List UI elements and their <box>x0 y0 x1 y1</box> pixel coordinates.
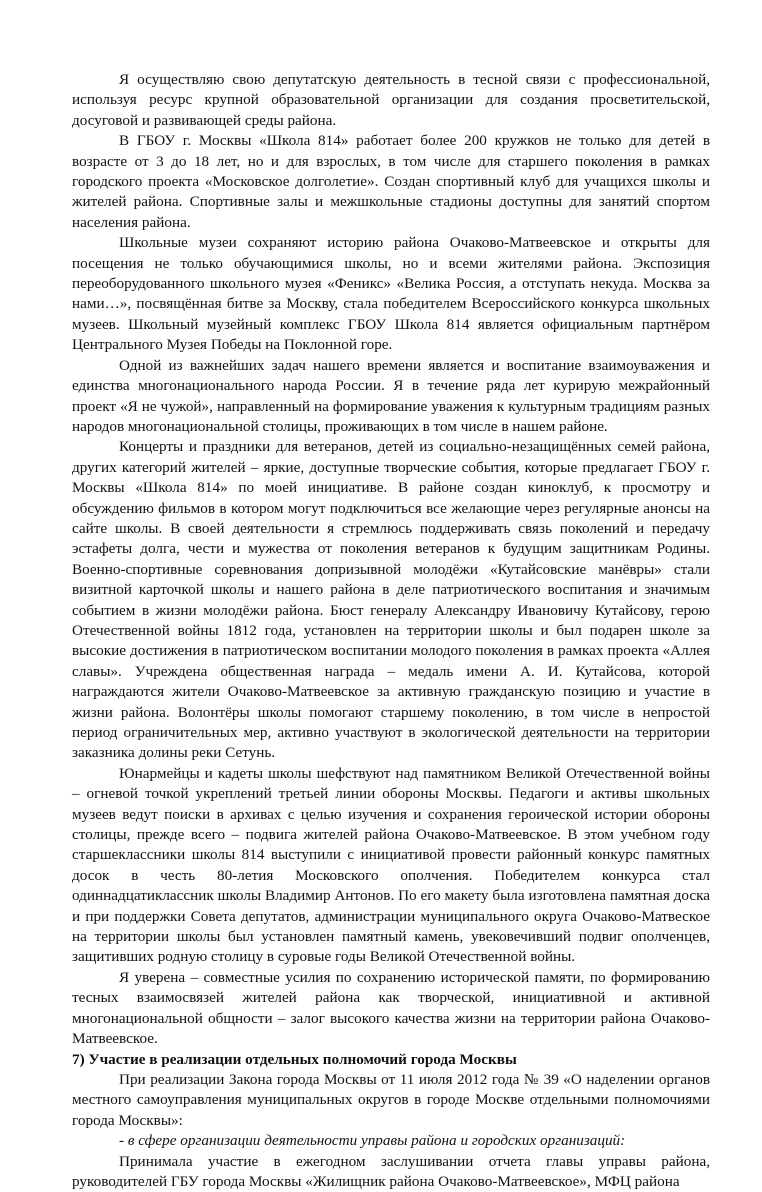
paragraph-concerts-events: Концерты и праздники для ветеранов, детей из социально-незащищённых семей района, других категорий жителей – яркие, доступные творческие события, которые предлагает ГБОУ г. Москвы «Школа 814» по моей инициативе. В районе создан киноклуб, к просмотру и обсуждению фильмов в котором могут подключиться все желающие через регулярные анонсы на сайте школы. В своей деятельности я стремлюсь поддерживать связь поколений и передачу эстафеты долга, чести и мужества от поколения ветеранов к будущим защитникам Родины. Военно-спортивные соревнования допризывной молодёжи «Кутайсовские манёвры» стали визитной карточкой школы и нашего района в деле патриотического воспитания и значимым событием в жизни молодёжи района. Бюст генералу Александру Ивановичу Кутайсову, герою Отечественной войны 1812 года, установлен на территории школы и был подарен школе за высокие достижения в патриотическом воспитании молодого поколения в рамках проекта «Аллея славы». Учреждена общественная награда – медаль имени А. И. Кутайсова, которой награждаются жители Очаково-Матвеевское за активную гражданскую позицию и участие в жизни района. Волонтёры школы помогают старшему поколению, в том числе в непростой период ограничительных мер, активно участвуют в экологической деятельности на территории заказника долины реки Сетунь. <box>72 438 710 762</box>
paragraph-mutual-respect: Одной из важнейших задач нашего времени является и воспитание взаимоуважения и единства многонационального народа России. Я в течение ряда лет курирую межрайонный проект «Я не чужой», направленный на формирование уважения к культурным традициям разных народов многонациональной столицы, проживающих в том числе в нашем районе. <box>72 356 710 435</box>
paragraph-school-museums: Школьные музеи сохраняют историю района Очаково-Матвеевское и открыты для посещения не только обучающимися школы, но и всеми жителями района. Экспозиция переоборудованного школьного музея «Феникс» «Велика Россия, а отступать некуда. Москва за нами…», посвящённая битве за Москву, стала победителем Всероссийского конкурса школьных музеев. Школьный музейный комплекс ГБОУ Школа 814 является официальным партнёром Центрального Музея Победы на Поклонной горе. <box>72 234 710 354</box>
paragraph-moscow-law: При реализации Закона города Москвы от 11 июля 2012 года № 39 «О наделении органов местного самоуправления муниципальных округов в городе Москве отдельными полномочиями города Москвы»: <box>72 1070 710 1129</box>
paragraph-school-clubs: В ГБОУ г. Москвы «Школа 814» работает более 200 кружков не только для детей в возрасте от 3 до 18 лет, но и для взрослых, в том числе для старшего поколения в рамках городского проекта «Московское долголетие». Создан спортивный клуб для учащихся школы и жителей района. Спортивные залы и межшкольные стадионы доступны для занятий спортом населения района. <box>72 132 710 231</box>
paragraph-yunarmia-cadets: Юнармейцы и кадеты школы шефствуют над памятником Великой Отечественной войны – огневой точкой укреплений третьей линии обороны Москвы. Педагоги и активы школьных музеев ведут поиски в архивах с целью изучения и сохранения героической истории обороны столицы, прежде всего – подвига жителей района Очаково-Матвеевское. В этом учебном году старшеклассники школы 814 выступили с инициативой провести районный конкурс памятных досок в честь 80-летия Московского ополчения. Победителем конкурса стал одиннадцатиклассник школы Владимир Антонов. По его макету была изготовлена памятная доска и при поддержки Совета депутатов, администрации муниципального округа Очаково-Матвеское на территории школы был установлен памятный камень, увековечивший подвиг ополченцев, защитивших родную столицу в суровые годы Великой Отечественной войны. <box>72 764 710 966</box>
section-heading: 7) Участие в реализации отдельных полномочий города Москвы <box>72 1050 517 1068</box>
subheading-district-administration: - в сфере организации деятельности управы района и городских организаций: <box>119 1132 626 1150</box>
paragraph-annual-hearing: Принимала участие в ежегодном заслушивании отчета главы управы района, руководителей ГБУ города Москвы «Жилищник района Очаково-Матвеевское», МФЦ района <box>72 1152 710 1190</box>
paragraph-deputy-activity: Я осуществляю свою депутатскую деятельность в тесной связи с профессиональной, используя ресурс крупной образовательной организации для создания просветительской, досуговой и развивающей среды района. <box>72 71 710 129</box>
document-page <box>72 70 710 1192</box>
paragraph-conclusion: Я уверена – совместные усилия по сохранению исторической памяти, по формированию тесных взаимосвязей жителей района как творческой, инициативной и активной многонациональной общности – залог высокого качества жизни на территории района Очаково-Матвеевское. <box>72 968 710 1048</box>
